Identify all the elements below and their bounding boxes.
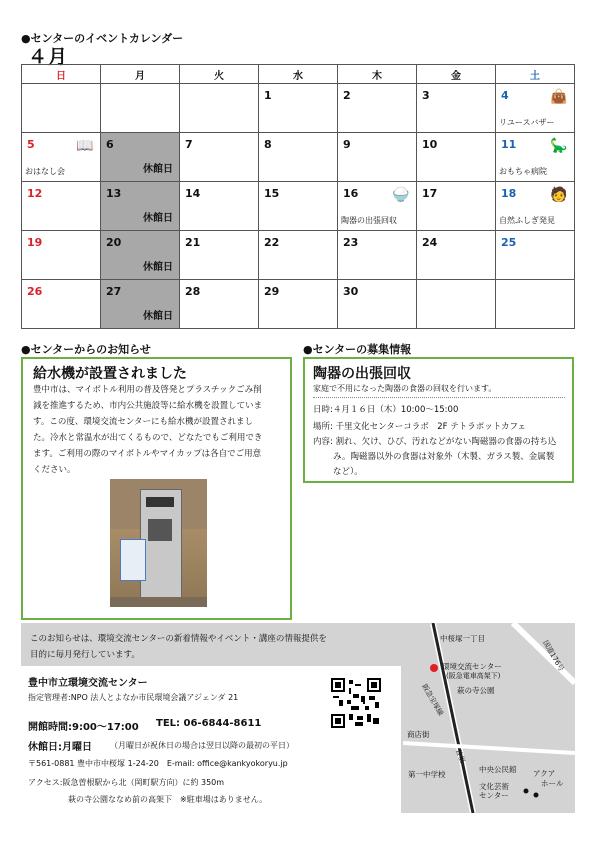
calendar-cell	[101, 280, 180, 329]
closed-day: 休館日:月曜日	[28, 742, 92, 753]
recruit-title: 陶器の出張回収	[313, 366, 411, 382]
calendar-cell	[338, 231, 417, 280]
map-label-hagi: 萩の寺公園	[457, 686, 495, 695]
day-number: 10	[422, 138, 438, 151]
day-number: 12	[27, 187, 43, 200]
calendar-cell	[417, 231, 496, 280]
weekday-thu: 木	[338, 65, 417, 84]
map-label-station: 曽根	[453, 748, 467, 764]
calendar-week	[22, 182, 575, 231]
access-info: アクセス:阪急曽根駅から北（岡町駅方向）に約 350m	[28, 778, 225, 787]
day-number: 27	[106, 285, 122, 298]
map-label-hankyu: 阪急宝塚線	[420, 682, 445, 718]
recruit-box	[303, 357, 574, 483]
footer-intro-2: 目的に毎月発行しています。	[30, 650, 140, 660]
closed-day-label: 休館日	[143, 164, 173, 175]
calendar-cell	[417, 280, 496, 329]
day-number: 28	[185, 285, 201, 298]
day-number: 15	[264, 187, 280, 200]
day-number: 18	[501, 187, 517, 200]
qr-code[interactable]	[331, 678, 381, 728]
closed-note: （月曜日が祝休日の場合は翌日以降の最初の平日）	[110, 741, 294, 750]
calendar-cell	[101, 133, 180, 182]
notice-line: ください。	[33, 465, 76, 475]
reader-icon: 📖	[76, 138, 94, 154]
contact-box	[21, 666, 401, 813]
water-dispenser-photo	[110, 479, 207, 607]
calendar-cell	[259, 231, 338, 280]
month-label: ４月	[28, 46, 69, 68]
recruit-intro: 家庭で不用になった陶器の食器の回収を行います。	[313, 384, 497, 393]
map-label-chuo: 中央公民館	[479, 765, 517, 774]
calendar-cell	[259, 280, 338, 329]
day-number: 17	[422, 187, 438, 200]
day-number: 6	[106, 138, 114, 151]
calendar-cell	[338, 84, 417, 133]
day-number: 5	[27, 138, 35, 151]
notice-title: 給水機が設置されました	[33, 366, 187, 382]
weekday-wed: 水	[259, 65, 338, 84]
day-number: 20	[106, 236, 122, 249]
calendar-week	[22, 280, 575, 329]
weekday-tue: 火	[180, 65, 259, 84]
weekday-mon: 月	[101, 65, 180, 84]
calendar-cell	[496, 280, 575, 329]
day-number: 3	[422, 89, 430, 102]
calendar-cell	[417, 182, 496, 231]
day-number: 7	[185, 138, 193, 151]
phone-number: TEL: 06-6844-8611	[156, 718, 262, 729]
calendar-cell	[259, 84, 338, 133]
notice-line: す。この度、環境交流センターにも給水機が設置されまし	[33, 417, 253, 427]
map-label-shotengai: 商店街	[407, 730, 430, 739]
day-number: 21	[185, 236, 201, 249]
calendar-cell	[22, 280, 101, 329]
notice-body	[33, 382, 293, 478]
calendar-cell	[180, 231, 259, 280]
calendar-cell	[338, 280, 417, 329]
day-number: 4	[501, 89, 509, 102]
calendar-cell	[338, 182, 417, 231]
recruit-date: 日時:４月１６日（木）10:00～15:00	[313, 405, 459, 415]
closed-day-label: 休館日	[143, 213, 173, 224]
weekday-sun: 日	[22, 65, 101, 84]
recruit-content-2: み。陶磁器以外の食器は対象外（木製、ガラス製、金属製	[333, 452, 555, 462]
recruit-divider	[313, 397, 565, 398]
calendar-cell	[180, 182, 259, 231]
toy-icon: 🦕	[550, 138, 568, 154]
calendar-cell	[417, 84, 496, 133]
notice-line: た。冷水と常温水が出てくるもので、どなたでもご利用でき	[33, 433, 263, 443]
day-number: 16	[343, 187, 359, 200]
event-label: 陶器の出張回収	[341, 216, 397, 225]
map-label-aqua: アクア	[533, 769, 556, 778]
notice-section-title: ●センターからのお知らせ	[21, 343, 151, 356]
recruit-content: 内容: 割れ、欠け、ひび、汚れなどがない陶磁器の食器の持ち込	[313, 437, 557, 447]
event-calendar	[21, 64, 575, 329]
notice-line: ます。ご利用の際のマイボトルやマイカップは各自でご用意	[33, 449, 262, 459]
notice-line: 減を推進するため、市内公共施設等に給水機を設置していま	[33, 401, 263, 411]
map-label-aqua2: ホール	[541, 779, 564, 788]
day-number: 30	[343, 285, 359, 298]
recruit-section-title: ●センターの募集情報	[303, 343, 412, 356]
calendar-cell	[101, 182, 180, 231]
calendar-cell	[101, 84, 180, 133]
calendar-cell	[496, 231, 575, 280]
day-number: 24	[422, 236, 438, 249]
qr-code-icon	[331, 678, 381, 728]
day-number: 23	[343, 236, 359, 249]
day-number: 19	[27, 236, 43, 249]
day-number: 1	[264, 89, 272, 102]
calendar-cell	[22, 133, 101, 182]
calendar-cell	[22, 182, 101, 231]
calendar-cell	[180, 280, 259, 329]
calendar-cell	[22, 231, 101, 280]
weekday-fri: 金	[417, 65, 496, 84]
event-label: 自然ふしぎ発見	[499, 216, 555, 225]
event-label: おもちゃ病院	[499, 167, 547, 176]
recruit-place: 場所: 千里文化センターコラボ 2F テトラポットカフェ	[313, 422, 527, 432]
map-label-center: 環境交流センター	[442, 662, 502, 671]
calendar-week	[22, 231, 575, 280]
org-name: 豊中市立環境交流センター	[28, 678, 148, 689]
event-label: おはなし会	[25, 167, 65, 176]
notice-box	[21, 357, 292, 620]
calendar-cell	[22, 84, 101, 133]
footer-intro-1: このお知らせは、環境交流センターの新着情報やイベント・講座の情報提供を	[30, 634, 327, 644]
map-label-nakasakurazuka: 中桜塚一丁目	[440, 634, 485, 643]
calendar-cell	[259, 133, 338, 182]
calendar-week	[22, 84, 575, 133]
calendar-cell	[496, 84, 575, 133]
calendar-cell	[496, 182, 575, 231]
day-number: 26	[27, 285, 43, 298]
day-number: 2	[343, 89, 351, 102]
day-number: 11	[501, 138, 517, 151]
weekday-sat: 土	[496, 65, 575, 84]
day-number: 25	[501, 236, 517, 249]
manager-info: 指定管理者:NPO 法人とよなか市民環境会議アジェンダ 21	[28, 693, 239, 702]
day-number: 22	[264, 236, 280, 249]
calendar-cell	[417, 133, 496, 182]
calendar-week	[22, 133, 575, 182]
map-label-bunka2: センター	[479, 791, 509, 800]
map-label-daiichi: 第一中学校	[408, 770, 446, 779]
map-label-route: 国道176号	[541, 639, 566, 673]
address: 〒561-0881 豊中市中桜塚 1-24-20 E-mail: office@kankyokoryu.jp	[28, 759, 288, 768]
calendar-cell	[338, 133, 417, 182]
day-number: 29	[264, 285, 280, 298]
person-icon: 🧑	[550, 187, 568, 203]
map-label-bunka: 文化芸術	[479, 782, 509, 791]
closed-day-label: 休館日	[143, 262, 173, 273]
calendar-cell	[180, 133, 259, 182]
calendar-cell	[259, 182, 338, 231]
calendar-cell	[180, 84, 259, 133]
day-number: 13	[106, 187, 122, 200]
calendar-section-title: ●センターのイベントカレンダー	[21, 32, 184, 45]
calendar-cell	[496, 133, 575, 182]
map-label-center-sub: (阪急電車高架下)	[446, 672, 501, 680]
access-info-2: 萩の寺公園ななめ前の高架下 ※駐車場はありません。	[68, 795, 268, 804]
calendar-cell	[101, 231, 180, 280]
opening-hours: 開館時間:9:00～17:00	[28, 722, 139, 733]
day-number: 14	[185, 187, 201, 200]
closed-day-label: 休館日	[143, 311, 173, 322]
bowl-icon: 🍚	[392, 187, 410, 203]
notice-line: 豊中市は、マイボトル利用の普及啓発とプラスチックごみ削	[33, 385, 262, 395]
day-number: 8	[264, 138, 272, 151]
access-map	[403, 623, 575, 813]
event-label: リユースバザー	[499, 118, 555, 127]
day-number: 9	[343, 138, 351, 151]
recruit-content-3: など）。	[333, 467, 363, 477]
bag-icon: 👜	[550, 89, 568, 105]
